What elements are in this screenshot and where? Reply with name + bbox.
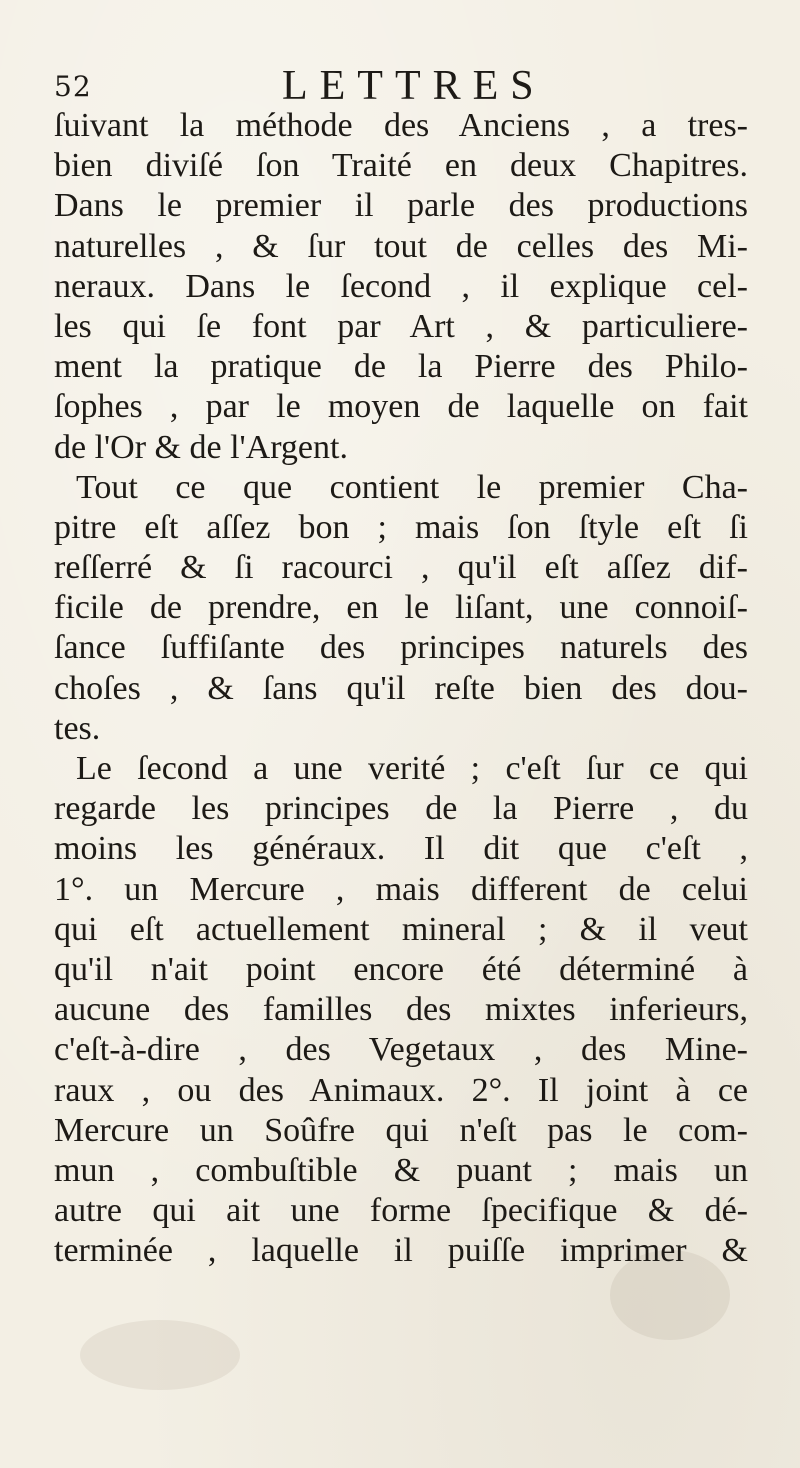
text-line: de l'Or & de l'Argent.	[54, 428, 348, 466]
text-line: ſance ſuffiſante des principes naturels des	[54, 629, 748, 667]
text-line: ment la pratique de la Pierre des Philo-	[54, 348, 748, 386]
running-title: LETTRES	[282, 63, 546, 109]
text-line: regarde les principes de la Pierre , du	[54, 790, 748, 828]
text-line: tes.	[54, 709, 101, 747]
text-line: qu'il n'ait point encore été déterminé à	[54, 950, 748, 988]
text-line: Tout ce que contient le premier Cha-	[76, 468, 748, 506]
text-line: bien diviſé ſon Traité en deux Chapitres.	[54, 147, 748, 185]
text-line: naturelles , & ſur tout de celles des Mi-	[54, 227, 748, 265]
text-line: pitre eſt aſſez bon ; mais ſon ſtyle eſt ſi	[54, 508, 748, 546]
page-number: 52	[54, 70, 92, 103]
text-line: les qui ſe font par Art , & particuliere-	[54, 307, 748, 345]
text-line: ſuivant la méthode des Anciens , a tres-	[54, 107, 748, 144]
text-line: qui eſt actuellement mineral ; & il veut	[54, 910, 748, 948]
text-line: Le ſecond a une verité ; c'eſt ſur ce qui	[76, 750, 748, 787]
body-text	[54, 106, 754, 1271]
text-line: mun , combuſtible & puant ; mais un	[54, 1151, 748, 1189]
text-line: c'eſt-à-dire , des Vegetaux , des Mine-	[54, 1031, 748, 1069]
text-line: neraux. Dans le ſecond , il explique cel-	[54, 267, 748, 305]
text-line: terminée , laquelle il puiſſe imprimer &	[54, 1232, 748, 1270]
text-line: 1°. un Mercure , mais different de celui	[54, 870, 748, 908]
text-line: Mercure un Soûfre qui n'eſt pas le com-	[54, 1111, 748, 1149]
paper-stain	[80, 1320, 240, 1390]
text-line: moins les généraux. Il dit que c'eſt ,	[54, 830, 748, 868]
text-line: ſophes , par le moyen de laquelle on fait	[54, 388, 748, 426]
page-header	[50, 62, 750, 109]
text-line: aucune des familles des mixtes inferieurs,	[54, 991, 748, 1029]
text-line: ficile de prendre, en le liſant, une connoiſ-	[54, 589, 748, 627]
text-line: Dans le premier il parle des productions	[54, 187, 748, 225]
text-line: autre qui ait une forme ſpecifique & dé-	[54, 1192, 748, 1230]
text-line: choſes , & ſans qu'il reſte bien des dou-	[54, 669, 748, 707]
text-line: reſſerré & ſi racourci , qu'il eſt aſſez dif-	[54, 549, 748, 587]
text-line: raux , ou des Animaux. 2°. Il joint à ce	[54, 1071, 748, 1109]
